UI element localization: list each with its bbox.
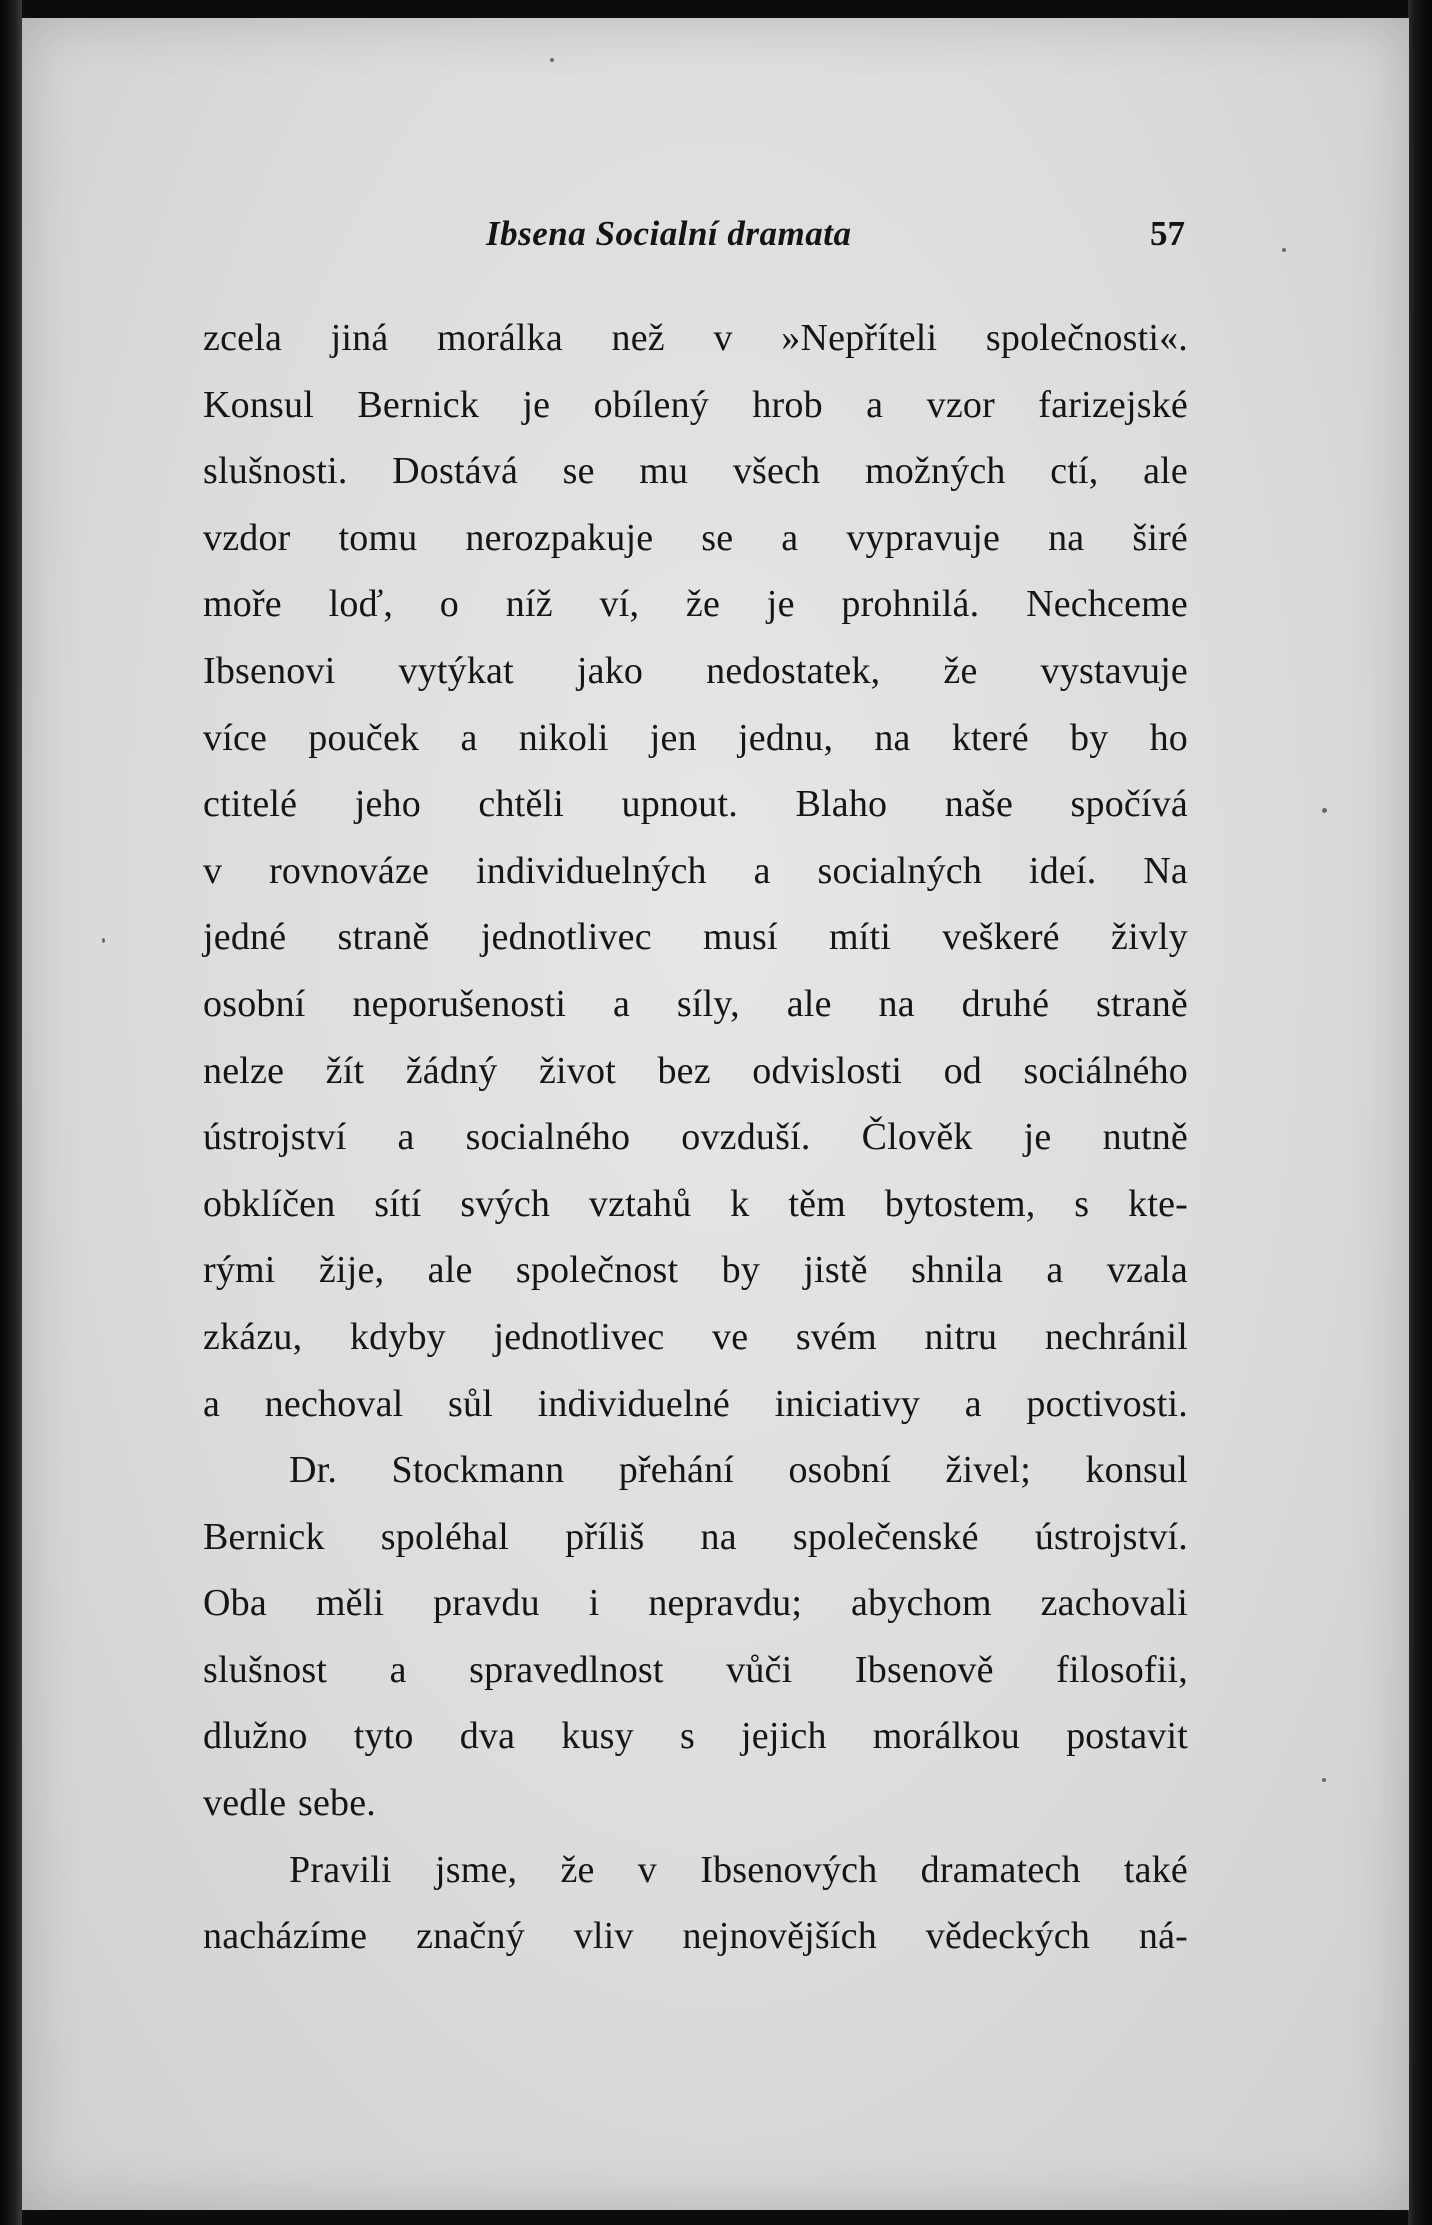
text-line: osobní neporušenosti a síly, ale na druhé straně [203, 982, 1188, 1025]
text-line: Oba měli pravdu i nepravdu; abychom zachovali [203, 1582, 1188, 1625]
text-line: Bernick spoléhal příliš na společenské ústrojství. [203, 1515, 1188, 1558]
left-scan-edge [0, 0, 22, 2225]
text-line: ctitelé jeho chtěli upnout. Blaho naše spočívá [203, 783, 1188, 826]
paper-speck [1282, 248, 1286, 252]
running-title: Ibsena Socialní dramata [486, 214, 852, 253]
text-line: obklíčen sítí svých vztahů k těm bytostem, s kte- [203, 1182, 1188, 1225]
text-line: zkázu, kdyby jednotlivec ve svém nitru nechránil [203, 1315, 1188, 1358]
text-line: Konsul Bernick je obílený hrob a vzor farizejské [203, 383, 1188, 426]
paragraph-end-line: vedle sebe. [203, 1782, 377, 1825]
text-line: a nechoval sůl individuelné iniciativy a poctivosti. [203, 1382, 1188, 1425]
body-text [203, 305, 1188, 1970]
paper-speck [550, 58, 554, 62]
text-line: rými žije, ale společnost by jistě shnila a vzala [203, 1249, 1188, 1292]
paper-speck [102, 938, 105, 943]
text-line: nacházíme značný vliv nejnovějších vědeckých ná- [203, 1915, 1188, 1958]
page-number: 57 [1150, 214, 1185, 253]
paper-speck [1322, 1778, 1326, 1782]
text-line: v rovnováze individuelných a socialných ideí. Na [203, 849, 1188, 892]
text-line: Ibsenovi vytýkat jako nedostatek, že vystavuje [203, 649, 1188, 692]
text-line: vzdor tomu nerozpakuje se a vypravuje na širé [203, 516, 1188, 559]
running-head [200, 214, 1200, 274]
paper-speck [1322, 808, 1327, 813]
text-line: moře loď, o níž ví, že je prohnilá. Nechceme [203, 583, 1188, 626]
text-line: dlužno tyto dva kusy s jejich morálkou postavit [203, 1715, 1188, 1758]
paragraph-start-line: Dr. Stockmann přehání osobní živel; konsul [289, 1449, 1188, 1492]
right-scan-edge [1408, 0, 1432, 2225]
text-line: slušnost a spravedlnost vůči Ibsenově filosofii, [203, 1648, 1188, 1691]
text-line: více pouček a nikoli jen jednu, na které by ho [203, 716, 1188, 759]
text-line: slušnosti. Dostává se mu všech možných ctí, ale [203, 450, 1188, 493]
text-line: ústrojství a socialného ovzduší. Člověk je nutně [203, 1116, 1188, 1159]
text-line: jedné straně jednotlivec musí míti veškeré živly [203, 916, 1188, 959]
paragraph-start-line: Pravili jsme, že v Ibsenových dramatech také [289, 1848, 1188, 1891]
text-line: zcela jiná morálka než v »Nepříteli společnosti«. [203, 317, 1188, 359]
text-line: nelze žít žádný život bez odvislosti od sociálného [203, 1049, 1188, 1092]
